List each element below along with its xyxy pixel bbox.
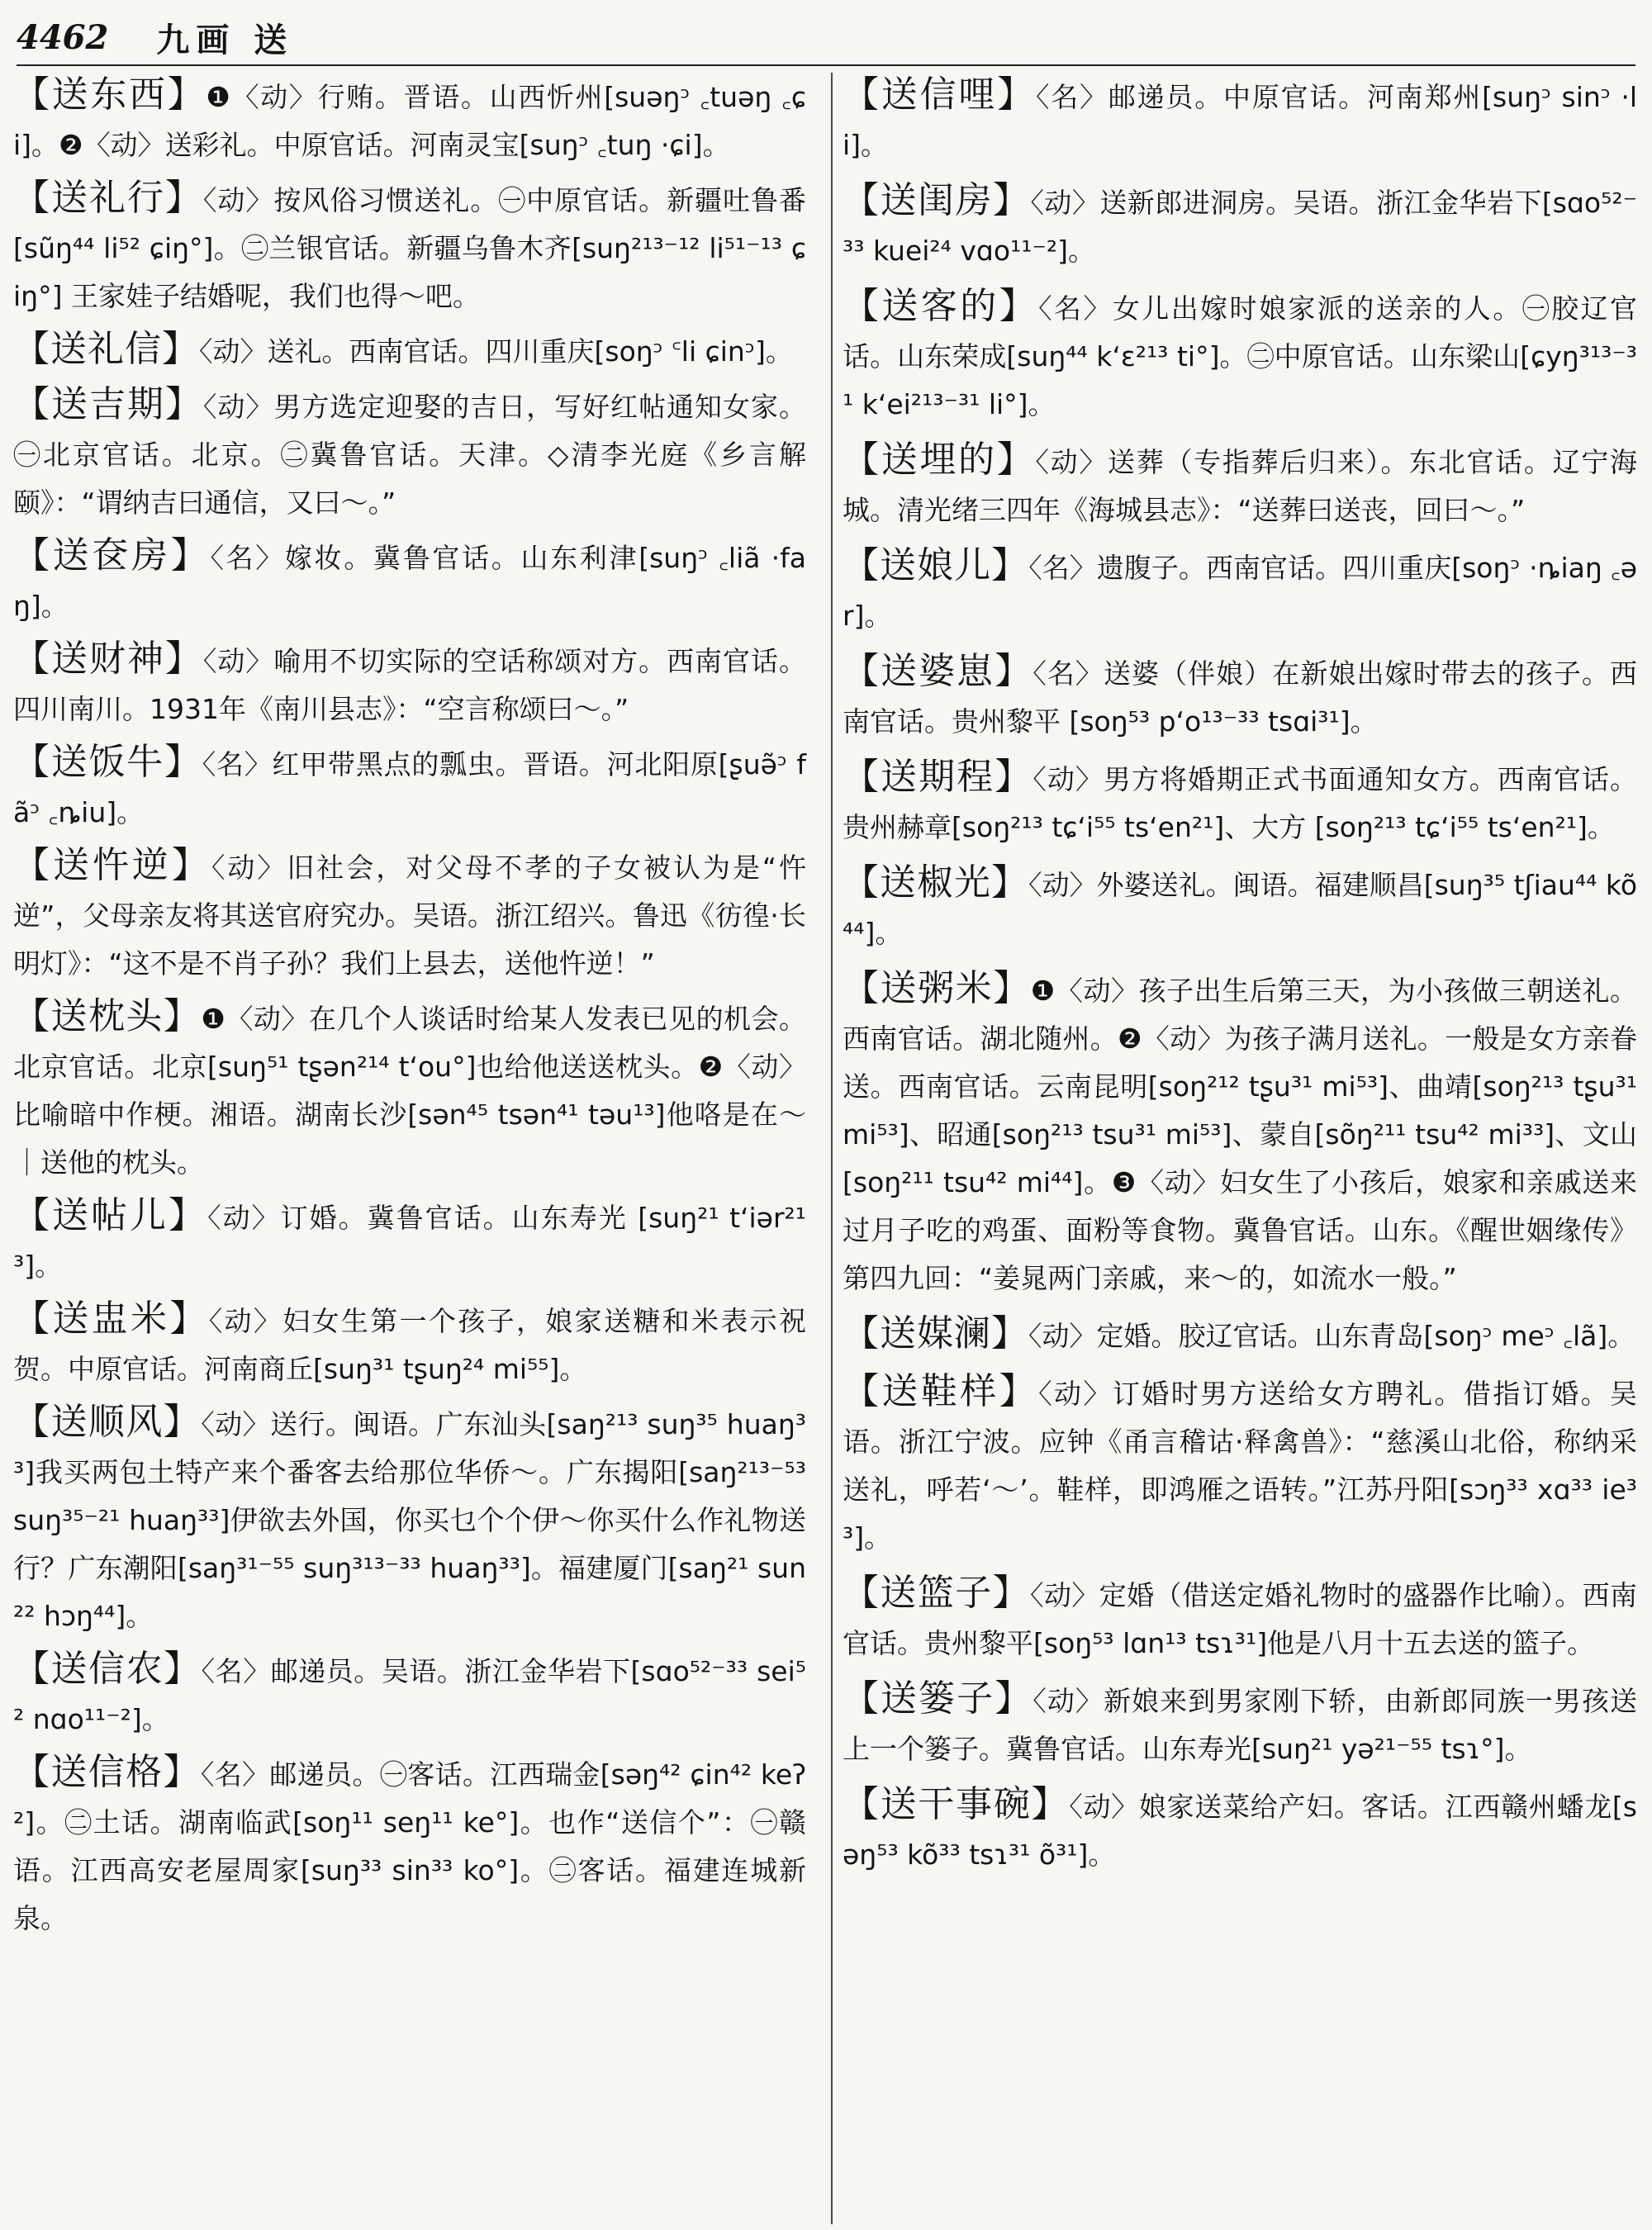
entry-definition: 〈名〉嫁妆。冀鲁官话。山东利津[suŋᵓ ꜀liã ·faŋ]。	[13, 542, 806, 622]
column-divider	[831, 73, 833, 2224]
entry-headword: 【送盅米】	[13, 1298, 209, 1340]
dictionary-entry	[843, 436, 1637, 534]
entry-definition: 〈动〉送新郎进洞房。吴语。浙江金华岩下[sɑo⁵²⁻³³ kuei²⁴ vɑo¹¹⁻²]。	[843, 187, 1638, 267]
dictionary-entry	[843, 71, 1637, 169]
entry-headword: 【送婆崽】	[843, 650, 1033, 692]
dictionary-entry	[13, 993, 806, 1187]
entry-definition: 〈名〉遗腹子。西南官话。四川重庆[soŋᵓ ·ȵiaŋ ꜀ər]。	[843, 552, 1638, 632]
entry-definition: 〈动〉订婚时男方送给女方聘礼。借指订婚。吴语。浙江宁波。应钟《甬言稽诂·释禽兽》：“慈溪山北俗，称纳采送礼，呼若‘～’。鞋样，即鸿雁之语转。”江苏丹阳[sɔŋ³³ xɑ³³ ie³³]。	[843, 1378, 1638, 1554]
entry-headword: 【送礼信】	[13, 328, 199, 370]
dictionary-entry	[13, 1645, 806, 1744]
entry-definition: 〈名〉红甲带黑点的瓢虫。晋语。河北阳原[ʂuə̃ᵓ fãᵓ ꜀ȵiu]。	[13, 748, 807, 828]
entry-headword: 【送粥米】	[843, 967, 1031, 1009]
dictionary-entry	[13, 738, 806, 837]
entry-definition: 〈名〉邮递员。吴语。浙江金华岩下[sɑo⁵²⁻³³ sei⁵² nɑo¹¹⁻²]。	[13, 1655, 807, 1735]
entry-definition: 〈动〉送礼。西南官话。四川重庆[soŋᵓ ꜂li ɕinᵓ]。	[199, 335, 793, 368]
dictionary-entry	[843, 965, 1646, 1302]
entry-headword: 【送帖儿】	[13, 1194, 208, 1236]
entry-headword: 【送鞋样】	[843, 1370, 1039, 1412]
page-number: 4462	[17, 17, 109, 57]
entry-headword: 【送奁房】	[13, 534, 211, 576]
dictionary-entry	[13, 381, 806, 527]
entry-headword: 【送东西】	[13, 74, 206, 116]
entry-headword: 【送篮子】	[843, 1572, 1031, 1614]
dictionary-entry	[843, 177, 1637, 275]
dictionary-entry	[13, 1295, 806, 1393]
page-header	[17, 8, 1635, 66]
entry-headword: 【送干事碗】	[843, 1783, 1070, 1825]
entry-headword: 【送财神】	[13, 638, 203, 680]
entry-definition: 〈动〉定婚。胶辽官话。山东青岛[soŋᵓ meᵓ ꜀lã]。	[1028, 1320, 1635, 1352]
entry-headword: 【送信农】	[13, 1648, 202, 1690]
entry-definition: 〈名〉女儿出嫁时娘家派的送亲的人。㊀胶辽官话。山东荣成[suŋ⁴⁴ kʻɛ²¹³ ti°]。㊁中原官话。山东梁山[ɕyŋ³¹³⁻³¹ kʻei²¹³⁻³¹ li°]。	[843, 292, 1638, 420]
dictionary-entry	[13, 1748, 806, 1943]
dictionary-entry	[13, 532, 806, 630]
header-rule	[17, 64, 1635, 66]
left-column	[13, 71, 815, 1948]
entry-headword: 【送篓子】	[843, 1677, 1033, 1720]
entry-definition: 〈动〉按风俗习惯送礼。㊀中原官话。新疆吐鲁番[sũŋ⁴⁴ li⁵² ɕiŋ°]。㊁兰银官话。新疆乌鲁木齐[suŋ²¹³⁻¹² li⁵¹⁻¹³ ɕiŋ°] 王家娃子结婚呢，我们也得～吧。	[13, 184, 807, 312]
entry-definition: 〈动〉妇女生第一个孩子，娘家送糖和米表示祝贺。中原官话。河南商丘[suŋ³¹ tʂuŋ²⁴ mi⁵⁵]。	[13, 1305, 807, 1385]
dictionary-entry	[13, 842, 806, 988]
entry-headword: 【送娘儿】	[843, 544, 1029, 586]
dictionary-entry	[843, 753, 1637, 852]
right-column	[843, 71, 1646, 1886]
entry-definition: 〈动〉定婚（借送定婚礼物时的盛器作比喻）。西南官话。贵州黎平[soŋ⁵³ lɑn¹³ tsɿ³¹]他是八月十五去送的篮子。	[843, 1579, 1638, 1659]
entry-headword: 【送枕头】	[13, 995, 202, 1037]
dictionary-entry	[843, 1310, 1637, 1360]
entry-headword: 【送闺房】	[843, 179, 1031, 221]
dictionary-entry	[843, 1675, 1637, 1773]
dictionary-entry	[843, 542, 1637, 640]
dictionary-entry	[843, 1368, 1637, 1562]
dictionary-entry	[13, 174, 806, 320]
entry-headword: 【送客的】	[843, 285, 1039, 327]
entry-headword: 【送饭牛】	[13, 741, 202, 783]
entry-definition: ❶〈动〉在几个人谈话时给某人发表已见的机会。北京官话。北京[suŋ⁵¹ tʂən²¹⁴ tʻou°]也给他送送枕头。❷〈动〉比喻暗中作梗。湘语。湖南长沙[sən⁴⁵ tsən⁴¹ təu¹³]他咯是在～｜送他的枕头。	[13, 1003, 806, 1179]
entry-headword: 【送忤逆】	[13, 844, 211, 886]
entry-definition: ❶〈动〉孩子出生后第三天，为小孩做三朝送礼。西南官话。湖北随州。❷〈动〉为孩子满月送礼。一般是女方亲眷送。西南官话。云南昆明[soŋ²¹² tʂu³¹ mi⁵³]、曲靖[soŋ²¹³ tʂu³¹ mi⁵³]、昭通[soŋ²¹³ tsu³¹ mi⁵³]、蒙自[sõŋ²¹¹ tsu⁴² mi³³]、文山 [soŋ²¹¹ tsu⁴² mi⁴⁴]。❸〈动〉妇女生了小孩后，娘家和亲戚送来过月子吃的鸡蛋、面粉等食物。冀鲁官话。山东。《醒世姻缘传》第四九回：“姜晁两门亲戚，来～的，如流水一般。”	[843, 975, 1646, 1294]
entry-headword: 【送媒澜】	[843, 1312, 1028, 1355]
entry-definition: 〈动〉男方将婚期正式书面通知女方。西南官话。贵州赫章[soŋ²¹³ tɕʻi⁵⁵ tsʻen²¹]、大方 [soŋ²¹³ tɕʻi⁵⁵ tsʻen²¹]。	[843, 763, 1638, 843]
page-section-title: 九画 送	[156, 21, 294, 59]
dictionary-entry	[13, 1192, 806, 1290]
entry-definition: 〈动〉喻用不切实际的空话称颂对方。西南官话。四川南川。1931年《南川县志》：“空言称颂曰～。”	[13, 645, 807, 725]
entry-headword: 【送期程】	[843, 756, 1033, 798]
entry-definition: 〈名〉送婆（伴娘）在新娘出嫁时带去的孩子。西南官话。贵州黎平 [soŋ⁵³ pʻo¹³⁻³³ tsɑi³¹]。	[843, 657, 1638, 738]
entry-headword: 【送信哩】	[843, 74, 1036, 116]
entry-definition: 〈名〉邮递员。㊀客话。江西瑞金[səŋ⁴² ɕin⁴² keʔ²]。㊁土话。湖南临武[soŋ¹¹ seŋ¹¹ ke°]。也作“送信个”：㊀赣语。江西高安老屋周家[suŋ³³ sin³³ ko°]。㊁客话。福建连城新泉。	[13, 1758, 807, 1934]
entry-definition: 〈名〉邮递员。中原官话。河南郑州[suŋᵓ sinᵓ ·li]。	[843, 81, 1637, 161]
entry-definition: 〈动〉旧社会，对父母不孝的子女被认为是“忤逆”，父母亲友将其送官府究办。吴语。浙江绍兴。鲁迅《彷徨·长明灯》：“这不是不肖子孙？我们上县去，送他忤逆！”	[13, 852, 806, 980]
dictionary-entry	[843, 1569, 1637, 1668]
dictionary-entry	[843, 648, 1637, 746]
entry-definition: 〈动〉娘家送菜给产妇。客话。江西赣州蟠龙[səŋ⁵³ kõ³³ tsɿ³¹ õ³¹]。	[843, 1791, 1638, 1871]
dictionary-entry	[13, 1398, 815, 1640]
dictionary-entry	[13, 325, 806, 376]
dictionary-entry	[843, 1781, 1637, 1879]
entry-headword: 【送礼行】	[13, 177, 203, 219]
entry-definition: ❶〈动〉行贿。晋语。山西忻州[suəŋᵓ ꜀tuəŋ ꜀ɕi]。❷〈动〉送彩礼。中原官话。河南灵宝[suŋᵓ ꜀tuŋ ·ɕi]。	[13, 81, 806, 161]
entry-headword: 【送椒光】	[843, 861, 1029, 904]
entry-headword: 【送信格】	[13, 1751, 201, 1793]
entry-definition: 〈动〉新娘来到男家刚下轿，由新郎同族一男孩送上一个篓子。冀鲁官话。山东寿光[suŋ²¹ yə²¹⁻⁵⁵ tsɿ°]。	[843, 1685, 1638, 1765]
entry-definition: 〈动〉送葬（专指葬后归来）。东北官话。辽宁海城。清光绪三四年《海城县志》：“送葬曰送丧，回曰～。”	[843, 446, 1638, 526]
dictionary-entry	[13, 635, 806, 733]
entry-headword: 【送吉期】	[13, 383, 203, 425]
dictionary-entry	[843, 282, 1637, 429]
dictionary-entry	[843, 859, 1637, 957]
entry-definition: 〈动〉订婚。冀鲁官话。山东寿光 [suŋ²¹ tʻiər²¹³]。	[13, 1202, 807, 1282]
dictionary-entry	[13, 71, 806, 169]
entry-headword: 【送顺风】	[13, 1401, 202, 1443]
entry-definition: 〈动〉外婆送礼。闽语。福建顺昌[suŋ³⁵ tʃiau⁴⁴ kõ⁴⁴]。	[843, 869, 1638, 949]
entry-definition: 〈动〉送行。闽语。广东汕头[saŋ²¹³ suŋ³⁵ huaŋ³³]我买两包土特产来个番客去给那位华侨～。广东揭阳[saŋ²¹³⁻⁵³ suŋ³⁵⁻²¹ huaŋ³³]伊欲去外国，你买乜个个伊～你买什么作礼物送行？广东潮阳[saŋ³¹⁻⁵⁵ suŋ³¹³⁻³³ huaŋ³³]。福建厦门[saŋ²¹ sun²² hɔŋ⁴⁴]。	[13, 1408, 815, 1632]
entry-headword: 【送埋的】	[843, 439, 1036, 481]
entry-definition: 〈动〉男方选定迎娶的吉日，写好红帖通知女家。㊀北京官话。北京。㊁冀鲁官话。天津。◇清李光庭《乡言解颐》：“谓纳吉曰通信，又曰～。”	[13, 391, 807, 519]
